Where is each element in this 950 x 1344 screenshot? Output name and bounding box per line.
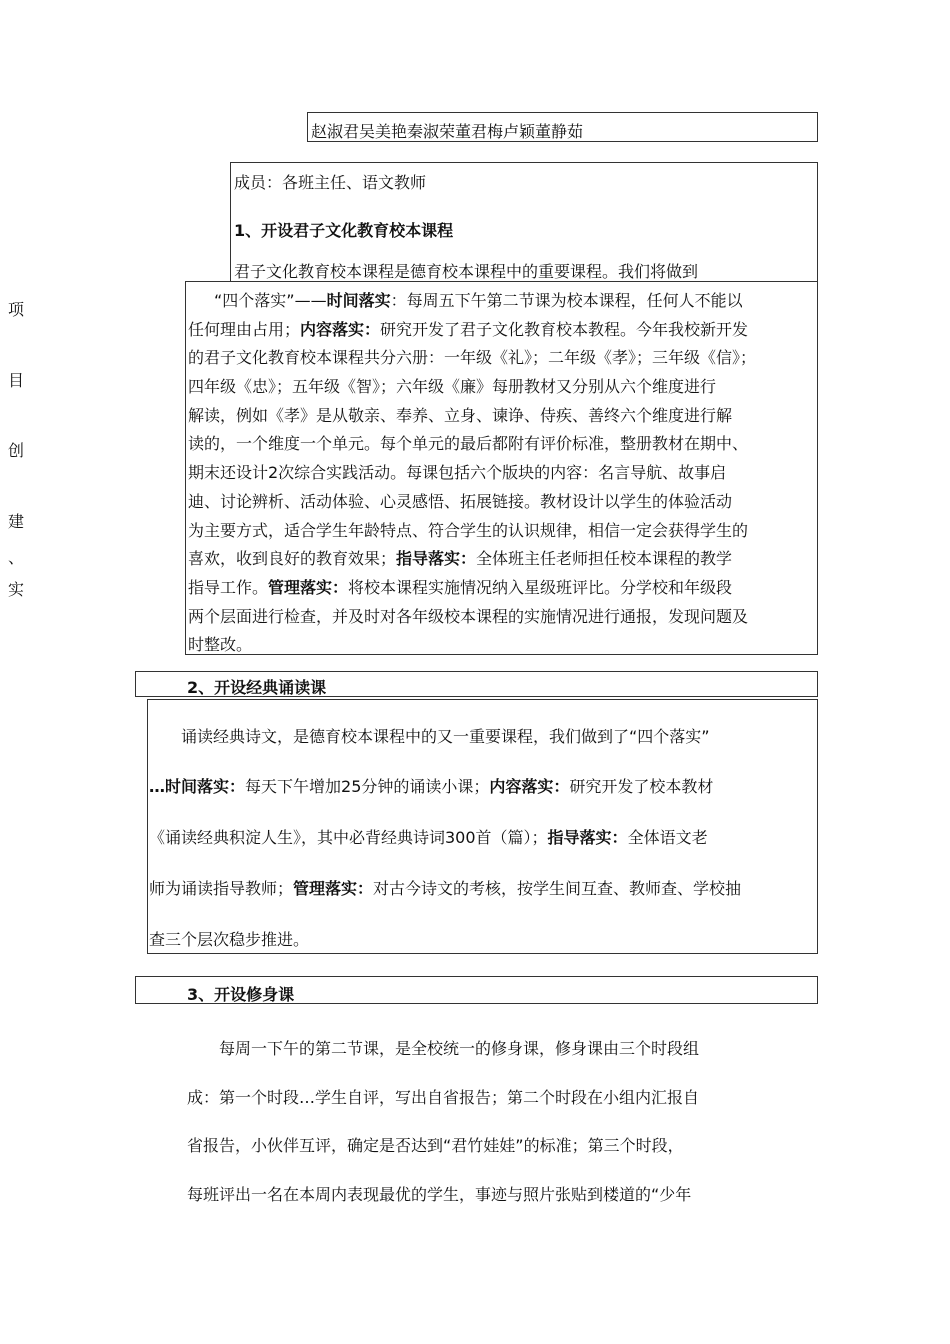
text-span: ：每周五下午第二节课为校本课程，任何人不能以 [390,291,743,310]
section3-line: 每班评出一名在本周内表现最优的学生，事迹与照片张贴到楼道的“少年 [187,1185,692,1204]
bold-label: 时间落实 [326,291,391,310]
section1-line [188,603,820,632]
section1-line [188,344,820,373]
text-span: 迪、讨论辨析、活动体验、心灵感悟、拓展链接。教材设计以学生的体验活动 [188,491,733,511]
text-span: “四个落实”—— [214,291,327,310]
side-label-3: 创 [8,441,25,460]
text-span: 时整改。 [188,635,253,655]
side-label-2: 目 [8,371,25,390]
text-span: 全体语文老 [627,828,708,847]
text-span: 的君子文化教育校本课程共分六册：一年级《礼》；二年级《孝》；三年级《信》； [188,348,757,368]
text-span: 期末还设计2次综合实践活动。每课包括六个版块的内容：名言导航、故事启 [188,463,727,483]
text-span: 诵读经典诗文，是德育校本课程中的又一重要课程，我们做到了“四个落实” [149,727,710,746]
section1-body [186,287,822,660]
section3-line: 省报告，小伙伴互评，确定是否达到“君竹娃娃”的标准；第三个时段， [187,1136,684,1155]
section1-line [188,631,820,660]
section1-line [188,316,820,345]
section1-line [188,459,820,488]
text-span: 《诵读经典积淀人生》，其中必背经典诗词300首（篇）； [149,828,548,847]
text-span: 研究开发了校本教材 [569,777,714,796]
text-span: 两个层面进行检查，并及时对各年级校本课程的实施情况进行通报，发现问题及 [188,606,749,626]
members-label: 成员：各班主任、语文教师 [234,173,427,192]
section1-line [188,373,820,402]
section1-heading: 1、开设君子文化教育校本课程 [234,221,454,240]
section3-line: 成：第一个时段…学生自评，写出自省报告；第二个时段在小组内汇报自 [187,1088,700,1107]
section1-line [188,545,820,574]
section1-line [188,574,820,603]
section1-intro: 君子文化教育校本课程是德育校本课程中的重要课程。我们将做到 [234,262,699,281]
bold-label: 内容落实： [300,319,381,339]
text-span: 喜欢，收到良好的教育效果； [188,549,397,569]
text-span: 为主要方式，适合学生年龄特点、符合学生的认识规律，相信一定会获得学生的 [188,520,749,540]
text-span: 四年级《忠》；五年级《智》；六年级《廉》每册教材又分别从六个维度进行 [188,377,717,397]
bold-label: 管理落实： [268,577,349,597]
section2-line [149,927,309,950]
section2-line [149,876,741,899]
side-label-5: 、 [8,548,25,567]
text-span: 研究开发了君子文化教育校本教程。今年我校新开发 [380,319,749,339]
section1-line [188,402,820,431]
text-span: 读的，一个维度一个单元。每个单元的最后都附有评价标准，整册教材在期中、 [188,434,749,454]
section1-line [188,430,820,459]
text-span: 师为诵读指导教师； [149,879,294,898]
text-span: 每天下午增加25分钟的诵读小课； [245,777,490,796]
side-label-4: 建 [8,512,25,531]
text-span: 指导工作。 [188,577,269,597]
section2-heading: 2、开设经典诵读课 [187,678,327,697]
text-span: 将校本课程实施情况纳入星级班评比。分学校和年级段 [348,577,733,597]
text-span: 解读，例如《孝》是从敬亲、奉养、立身、谏诤、侍疾、善终六个维度进行解 [188,405,733,425]
bold-label: …时间落实： [149,777,246,796]
members-line: 赵淑君吴美艳秦淑荣董君梅卢颖董静茹 [311,122,584,141]
section1-line [188,488,820,517]
section3-heading: 3、开设修身课 [187,985,295,1004]
bold-label: 指导落实： [396,549,477,569]
text-span: 查三个层次稳步推进。 [149,930,310,949]
bold-label: 内容落实： [489,777,570,796]
section2-line [149,774,713,797]
section2-line [149,825,708,848]
bold-label: 管理落实： [293,879,374,898]
section1-line [188,517,820,546]
section2-line [149,724,710,747]
side-label-1: 项 [8,300,25,319]
text-span: 对古今诗文的考核，按学生间互查、教师查、学校抽 [373,879,742,898]
text-span: 全体班主任老师担任校本课程的教学 [476,549,733,569]
side-label-6: 实 [8,580,25,599]
text-span: 任何理由占用； [188,319,301,339]
section1-line [188,287,820,316]
section3-line: 每周一下午的第二节课，是全校统一的修身课，修身课由三个时段组 [187,1039,700,1058]
bold-label: 指导落实： [547,828,628,847]
